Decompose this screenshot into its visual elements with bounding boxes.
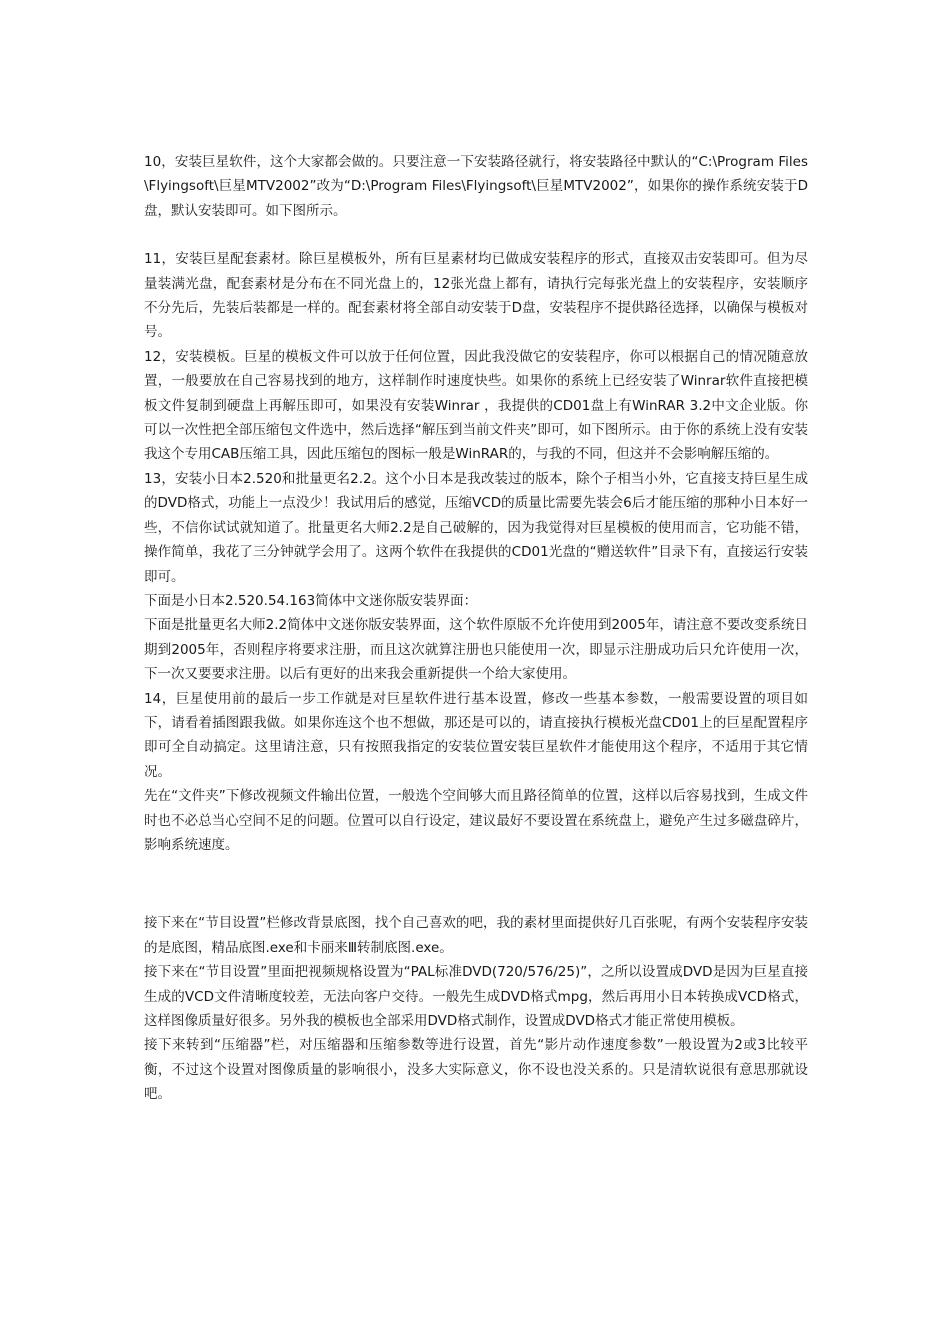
paragraph-xiaoriben-install: 下面是小日本2.520.54.163简体中文迷你版安装界面： [144,592,478,609]
document-page [144,150,808,1107]
paragraph-step-13: 13，安装小日本2.520和批量更名2.2。这个小日本是我改装过的版本，除个子相当小外，它直接支持巨星生成的DVD格式，功能上一点没少！我试用后的感觉，压缩VCD的质量比需要先装会6后才能压缩的那种小日本好一些，不信你试试就知道了。批量更名大师2.2是自己破解的，因为我觉得对巨星模板的使用而言，它功能不错，操作简单，我花了三分钟就学会用了。这两个软件在我提供的CD01光盘的“赠送软件”目录下有，直接运行安装即可。 [144,470,808,585]
paragraph-step-11: 11，安装巨星配套素材。除巨星模板外，所有巨星素材均已做成安装程序的形式，直接双击安装即可。但为尽量装满光盘，配套素材是分布在不同光盘上的，12张光盘上都有，请执行完每张光盘上的安装程序，安装顺序不分先后，先装后装都是一样的。配套素材将全部自动安装于D盘，安装程序不提供路径选择，以确保与模板对号。 [144,251,808,341]
paragraph-batch-rename-install: 下面是批量更名大师2.2简体中文迷你版安装界面，这个软件原版不允许使用到2005年，请注意不要改变系统日期到2005年，否则程序将要求注册，而且这次就算注册也只能使用一次，即显示注册成功后只允许使用一次，下一次又要要求注册。以后有更好的出来我会重新提供一个给大家使用。 [144,617,808,683]
paragraph-step-14: 14，巨星使用前的最后一步工作就是对巨星软件进行基本设置，修改一些基本参数，一般需要设置的项目如下，请看着插图跟我做。如果你连这个也不想做，那还是可以的，请直接执行模板光盘CD01上的巨星配置程序即可全自动搞定。这里请注意，只有按照我指定的安装位置安装巨星软件才能使用这个程序，不适用于其它情况。 [144,690,808,780]
paragraph-step-10: 10，安装巨星软件，这个大家都会做的。只要注意一下安装路径就行，将安装路径中默认的“C:\Program Files\Flyingsoft\巨星MTV2002”改为“D:\Program Files\Flyingsoft\巨星MTV2002”，如果你的操作系统安装于D盘，默认安装即可。如下图所示。 [144,154,808,219]
paragraph-video-format: 接下来在“节目设置”里面把视频规格设置为“PAL标准DVD(720/576/25)”，之所以设置成DVD是因为巨星直接生成的VCD文件清晰度较差，无法向客户交待。一般先生成DVD格式mpg，然后再用小日本转换成VCD格式，这样图像质量好很多。另外我的模板也全部采用DVD格式制作，设置成DVD格式才能正常使用模板。 [144,964,808,1029]
paragraph-program-background: 接下来在“节目设置”栏修改背景底图，找个自己喜欢的吧，我的素材里面提供好几百张呢，有两个安装程序安装的是底图，精品底图.exe和卡丽来Ⅲ转制底图.exe。 [144,915,808,956]
paragraph-folder-settings: 先在“文件夹”下修改视频文件输出位置，一般选个空间够大而且路径简单的位置，这样以后容易找到，生成文件时也不必总当心空间不足的问题。位置可以自行设定，建议最好不要设置在系统盘上，避免产生过多磁盘碎片，影响系统速度。 [144,788,808,853]
paragraph-step-12: 12，安装模板。巨星的模板文件可以放于任何位置，因此我没做它的安装程序，你可以根据自己的情况随意放置，一般要放在自己容易找到的地方，这样制作时速度快些。如果你的系统上已经安装了Winrar软件直接把模板文件复制到硬盘上再解压即可，如果没有安装Winrar ，我提供的CD01盘上有WinRAR 3.2中文企业版。你可以一次性把全部压缩包文件选中，然后选择“解压到当前文件夹”即可，如下图所示。由于你的系统上没有安装我这个专用CAB压缩工具，因此压缩包的图标一般是WinRAR的，与我的不同，但这并不会影响解压缩的。 [144,348,808,463]
paragraph-compressor-settings: 接下来转到“压缩器”栏，对压缩器和压缩参数等进行设置，首先“影片动作速度参数”一般设置为2或3比较平衡，不过这个设置对图像质量的影响很小，没多大实际意义，你不设也没关系的。只是清软说很有意思那就设吧。 [144,1037,808,1103]
